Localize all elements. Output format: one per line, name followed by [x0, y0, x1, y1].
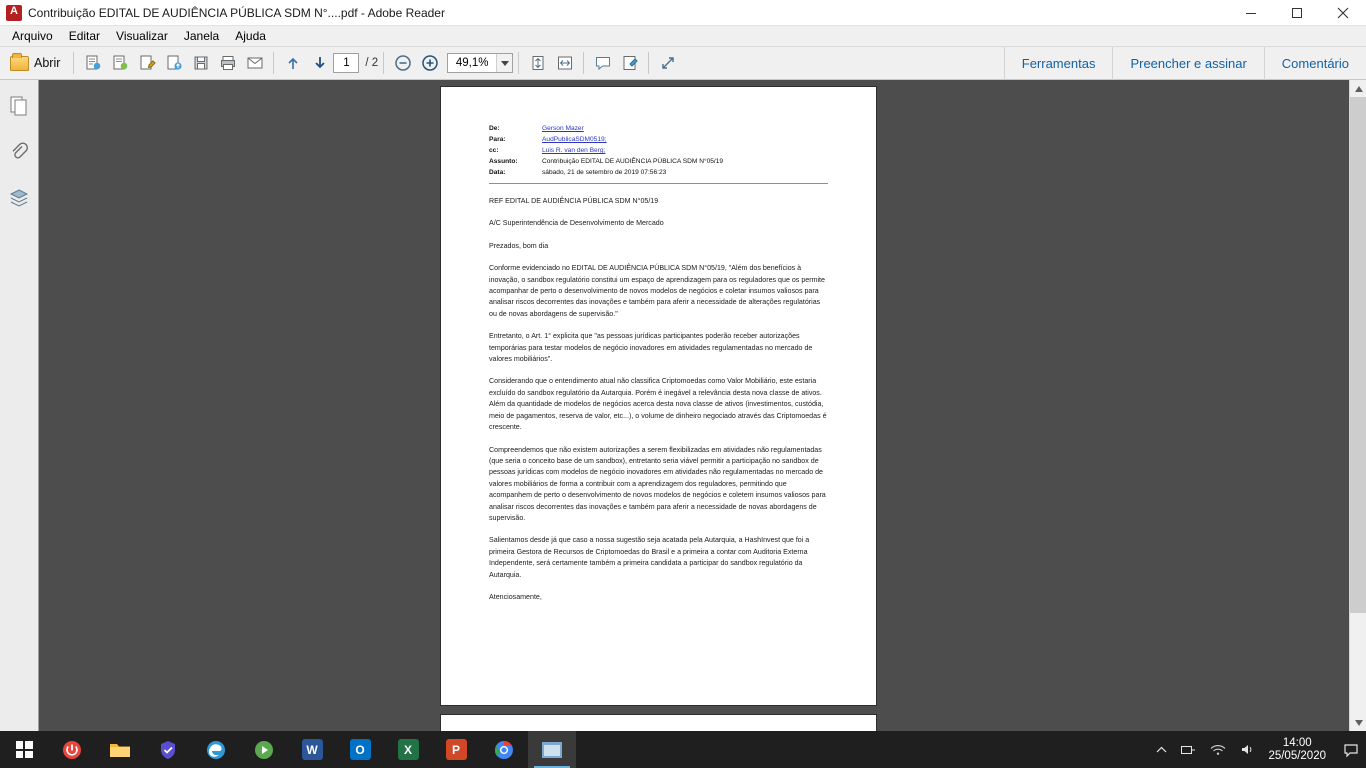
- email-subject-label: Assunto:: [489, 158, 518, 165]
- window-controls: [1228, 0, 1366, 26]
- clock-date: 25/05/2020: [1268, 749, 1326, 762]
- menu-ajuda[interactable]: Ajuda: [235, 29, 266, 43]
- main-area: [0, 80, 1366, 731]
- windows-start-icon[interactable]: [0, 731, 48, 768]
- document-paragraph: Considerando que o entendimento atual não classifica Criptomoedas como Valor Mobiliário, este estaria excluído do sandbox regulatório da Autarquia. Porém é inegável a relevância desta nova classe de ativos. Além da quantidade de modelos de negócios acerca desta nova classe de ativos (investimentos, custódia, meio de pagamentos, reserva de valor, etc...), o volume de dinheiro negociado através das Criptomoedas é crescente.: [489, 377, 827, 432]
- layers-icon[interactable]: [5, 184, 33, 212]
- email-icon[interactable]: [241, 50, 268, 76]
- document-paragraph: Salientamos desde já que caso a nossa sugestão seja acatada pela Autarquia, a HashInvest que foi a primeira Gestora de Recursos de Criptomoedas do Brasil e a primeira a contar com Auditoria Externa Independente, será certamente também a primeira candidata a participar do sandbox regulatório da Autarquia.: [489, 536, 810, 579]
- pdf-page-1: [440, 86, 877, 706]
- page-width-icon[interactable]: [551, 50, 578, 76]
- outlook-glyph: O: [350, 739, 371, 760]
- tools-button[interactable]: Ferramentas: [1004, 47, 1113, 80]
- edge-icon[interactable]: [192, 731, 240, 768]
- antivirus-icon[interactable]: [144, 731, 192, 768]
- document-paragraph: Entretanto, o Art. 1° explicita que "as pessoas jurídicas participantes poderão receber autorizações temporárias para testar modelos de negócio inovadores em atividades regulamentadas no mercado de valores mobiliários".: [489, 332, 813, 364]
- email-date-value: sábado, 21 de setembro de 2019 07:56:23: [542, 169, 667, 176]
- word-glyph: W: [302, 739, 323, 760]
- chevron-down-icon[interactable]: [496, 54, 512, 72]
- previous-page-icon[interactable]: [279, 50, 306, 76]
- email-header: [489, 123, 828, 178]
- page-number-input[interactable]: 1: [333, 53, 359, 73]
- network-icon[interactable]: [1174, 744, 1203, 756]
- menu-janela[interactable]: Janela: [183, 29, 220, 43]
- zoom-in-icon[interactable]: [416, 50, 443, 76]
- close-icon[interactable]: [1320, 0, 1366, 26]
- taskbar-clock[interactable]: [1262, 737, 1336, 763]
- clock-time: 14:00: [1282, 736, 1312, 749]
- upload-icon[interactable]: [160, 50, 187, 76]
- email-cc-value[interactable]: Luis R. van den Berg;: [542, 147, 606, 154]
- vertical-scrollbar[interactable]: [1349, 80, 1366, 731]
- chrome-icon[interactable]: [480, 731, 528, 768]
- page-total-label: / 2: [365, 57, 379, 69]
- toolbar: [0, 47, 1366, 80]
- taskbar: [0, 731, 1366, 768]
- outlook-icon[interactable]: [336, 731, 384, 768]
- menu-visualizar[interactable]: Visualizar: [116, 29, 168, 43]
- open-file-button[interactable]: [4, 50, 68, 76]
- email-header-row: [489, 123, 828, 134]
- window-title: Contribuição EDITAL DE AUDIÊNCIA PÚBLICA SDM N°....pdf - Adobe Reader: [28, 5, 445, 20]
- fill-and-sign-button[interactable]: Preencher e assinar: [1112, 47, 1263, 80]
- email-to-value[interactable]: AudPublicaSDM0519;: [542, 136, 607, 143]
- print-icon[interactable]: [214, 50, 241, 76]
- zoom-out-icon[interactable]: [389, 50, 416, 76]
- edit-pdf-icon[interactable]: [133, 50, 160, 76]
- powerpoint-glyph: P: [446, 739, 467, 760]
- menu-arquivo[interactable]: Arquivo: [12, 29, 53, 43]
- create-pdf-icon[interactable]: [79, 50, 106, 76]
- toolbar-right-panel: [1004, 47, 1366, 80]
- email-to-label: Para:: [489, 136, 506, 143]
- toolbar-divider-4: [518, 52, 519, 74]
- minimize-icon[interactable]: [1228, 0, 1274, 26]
- scroll-down-icon[interactable]: [1350, 714, 1366, 731]
- excel-icon[interactable]: [384, 731, 432, 768]
- document-paragraph: A/C Superintendência de Desenvolvimento de Mercado: [489, 219, 664, 228]
- document-paragraph: Conforme evidenciado no EDITAL DE AUDIÊNCIA PÚBLICA SDM N°05/19, "Além dos benefícios à inovação, o sandbox regulatório constitui um espaço de aprendizagem para os reguladores que os permite acompanhar de perto o desenvolvimento de novos modelos de negócios e coletar insumos valiosos para analisar riscos decorrentes das inovações e também para aferir a necessidade de alterações regulatórias ou de novas abordagens de supervisão.": [489, 264, 825, 318]
- pdf-page-2: [440, 714, 877, 731]
- email-header-row: [489, 167, 828, 178]
- scrollbar-thumb[interactable]: [1350, 97, 1366, 613]
- comment-panel-button[interactable]: Comentário: [1264, 47, 1366, 80]
- navigation-pane: [0, 80, 39, 731]
- document-paragraph: REF EDITAL DE AUDIÊNCIA PÚBLICA SDM N°05/19: [489, 197, 659, 205]
- document-paragraph: Compreendemos que não existem autorizações a serem flexibilizadas em atividades não regulamentadas (que seria o conceito base de um sandbox), entretanto seria viável permitir a participação no sandbox de pessoas jurídicas com modelos de negócio inovadores em atividades não regulamentadas no mercado de valores mobiliários de forma a contribuir com a aprendizagem dos reguladores, permitindo que acompanhem de perto o desenvolvimento de novos modelos de negócios e coletem insumos valiosos para analisar riscos decorrentes das inovações e também para aferir a necessidade de novas abordagens de supervisão.: [489, 445, 826, 522]
- email-from-value[interactable]: Gerson Mazer: [542, 125, 584, 132]
- email-header-row: [489, 145, 828, 156]
- export-pdf-icon[interactable]: [106, 50, 133, 76]
- maximize-icon[interactable]: [1274, 0, 1320, 26]
- email-header-row: [489, 156, 828, 167]
- folder-icon: [10, 56, 29, 71]
- toolbar-divider-6: [648, 52, 649, 74]
- fullscreen-icon[interactable]: [654, 50, 681, 76]
- media-player-icon[interactable]: [240, 731, 288, 768]
- power-icon[interactable]: [48, 731, 96, 768]
- email-header-row: [489, 134, 828, 145]
- attachments-icon[interactable]: [5, 138, 33, 166]
- wifi-icon[interactable]: [1203, 744, 1233, 756]
- comment-icon[interactable]: [589, 50, 616, 76]
- email-date-label: Data:: [489, 169, 506, 176]
- toolbar-divider-3: [383, 52, 384, 74]
- open-file-label: Abrir: [34, 56, 61, 70]
- powerpoint-icon[interactable]: [432, 731, 480, 768]
- header-divider: [489, 183, 828, 184]
- next-page-icon[interactable]: [306, 50, 333, 76]
- save-icon[interactable]: [187, 50, 214, 76]
- toolbar-divider-5: [583, 52, 584, 74]
- email-from-label: De:: [489, 125, 500, 132]
- email-cc-label: cc:: [489, 147, 499, 154]
- highlight-icon[interactable]: [616, 50, 643, 76]
- zoom-level-value: 49,1%: [455, 57, 489, 69]
- document-paragraph: Atenciosamente,: [489, 592, 542, 601]
- volume-icon[interactable]: [1233, 743, 1262, 756]
- page-thumbnails-icon[interactable]: [5, 92, 33, 120]
- notification-icon[interactable]: [1336, 731, 1366, 768]
- title-bar: [0, 0, 1366, 26]
- excel-glyph: X: [398, 739, 419, 760]
- system-tray: [1149, 731, 1366, 768]
- word-icon[interactable]: [288, 731, 336, 768]
- toolbar-divider-2: [273, 52, 274, 74]
- page-fit-icon[interactable]: [524, 50, 551, 76]
- menu-editar[interactable]: Editar: [68, 29, 101, 43]
- toolbar-divider-1: [73, 52, 74, 74]
- menu-bar: [0, 26, 1366, 47]
- file-explorer-icon[interactable]: [96, 731, 144, 768]
- adobe-reader-taskbar-icon[interactable]: [528, 731, 576, 768]
- adobe-reader-icon: [6, 5, 22, 21]
- document-viewport[interactable]: [39, 80, 1366, 731]
- document-paragraph: Prezados, bom dia: [489, 241, 549, 250]
- chevron-up-icon[interactable]: [1149, 746, 1174, 754]
- scroll-up-icon[interactable]: [1350, 80, 1366, 97]
- email-subject-value: Contribuição EDITAL DE AUDIÊNCIA PÚBLICA SDM N°05/19: [542, 158, 724, 165]
- zoom-level-select[interactable]: [447, 53, 513, 73]
